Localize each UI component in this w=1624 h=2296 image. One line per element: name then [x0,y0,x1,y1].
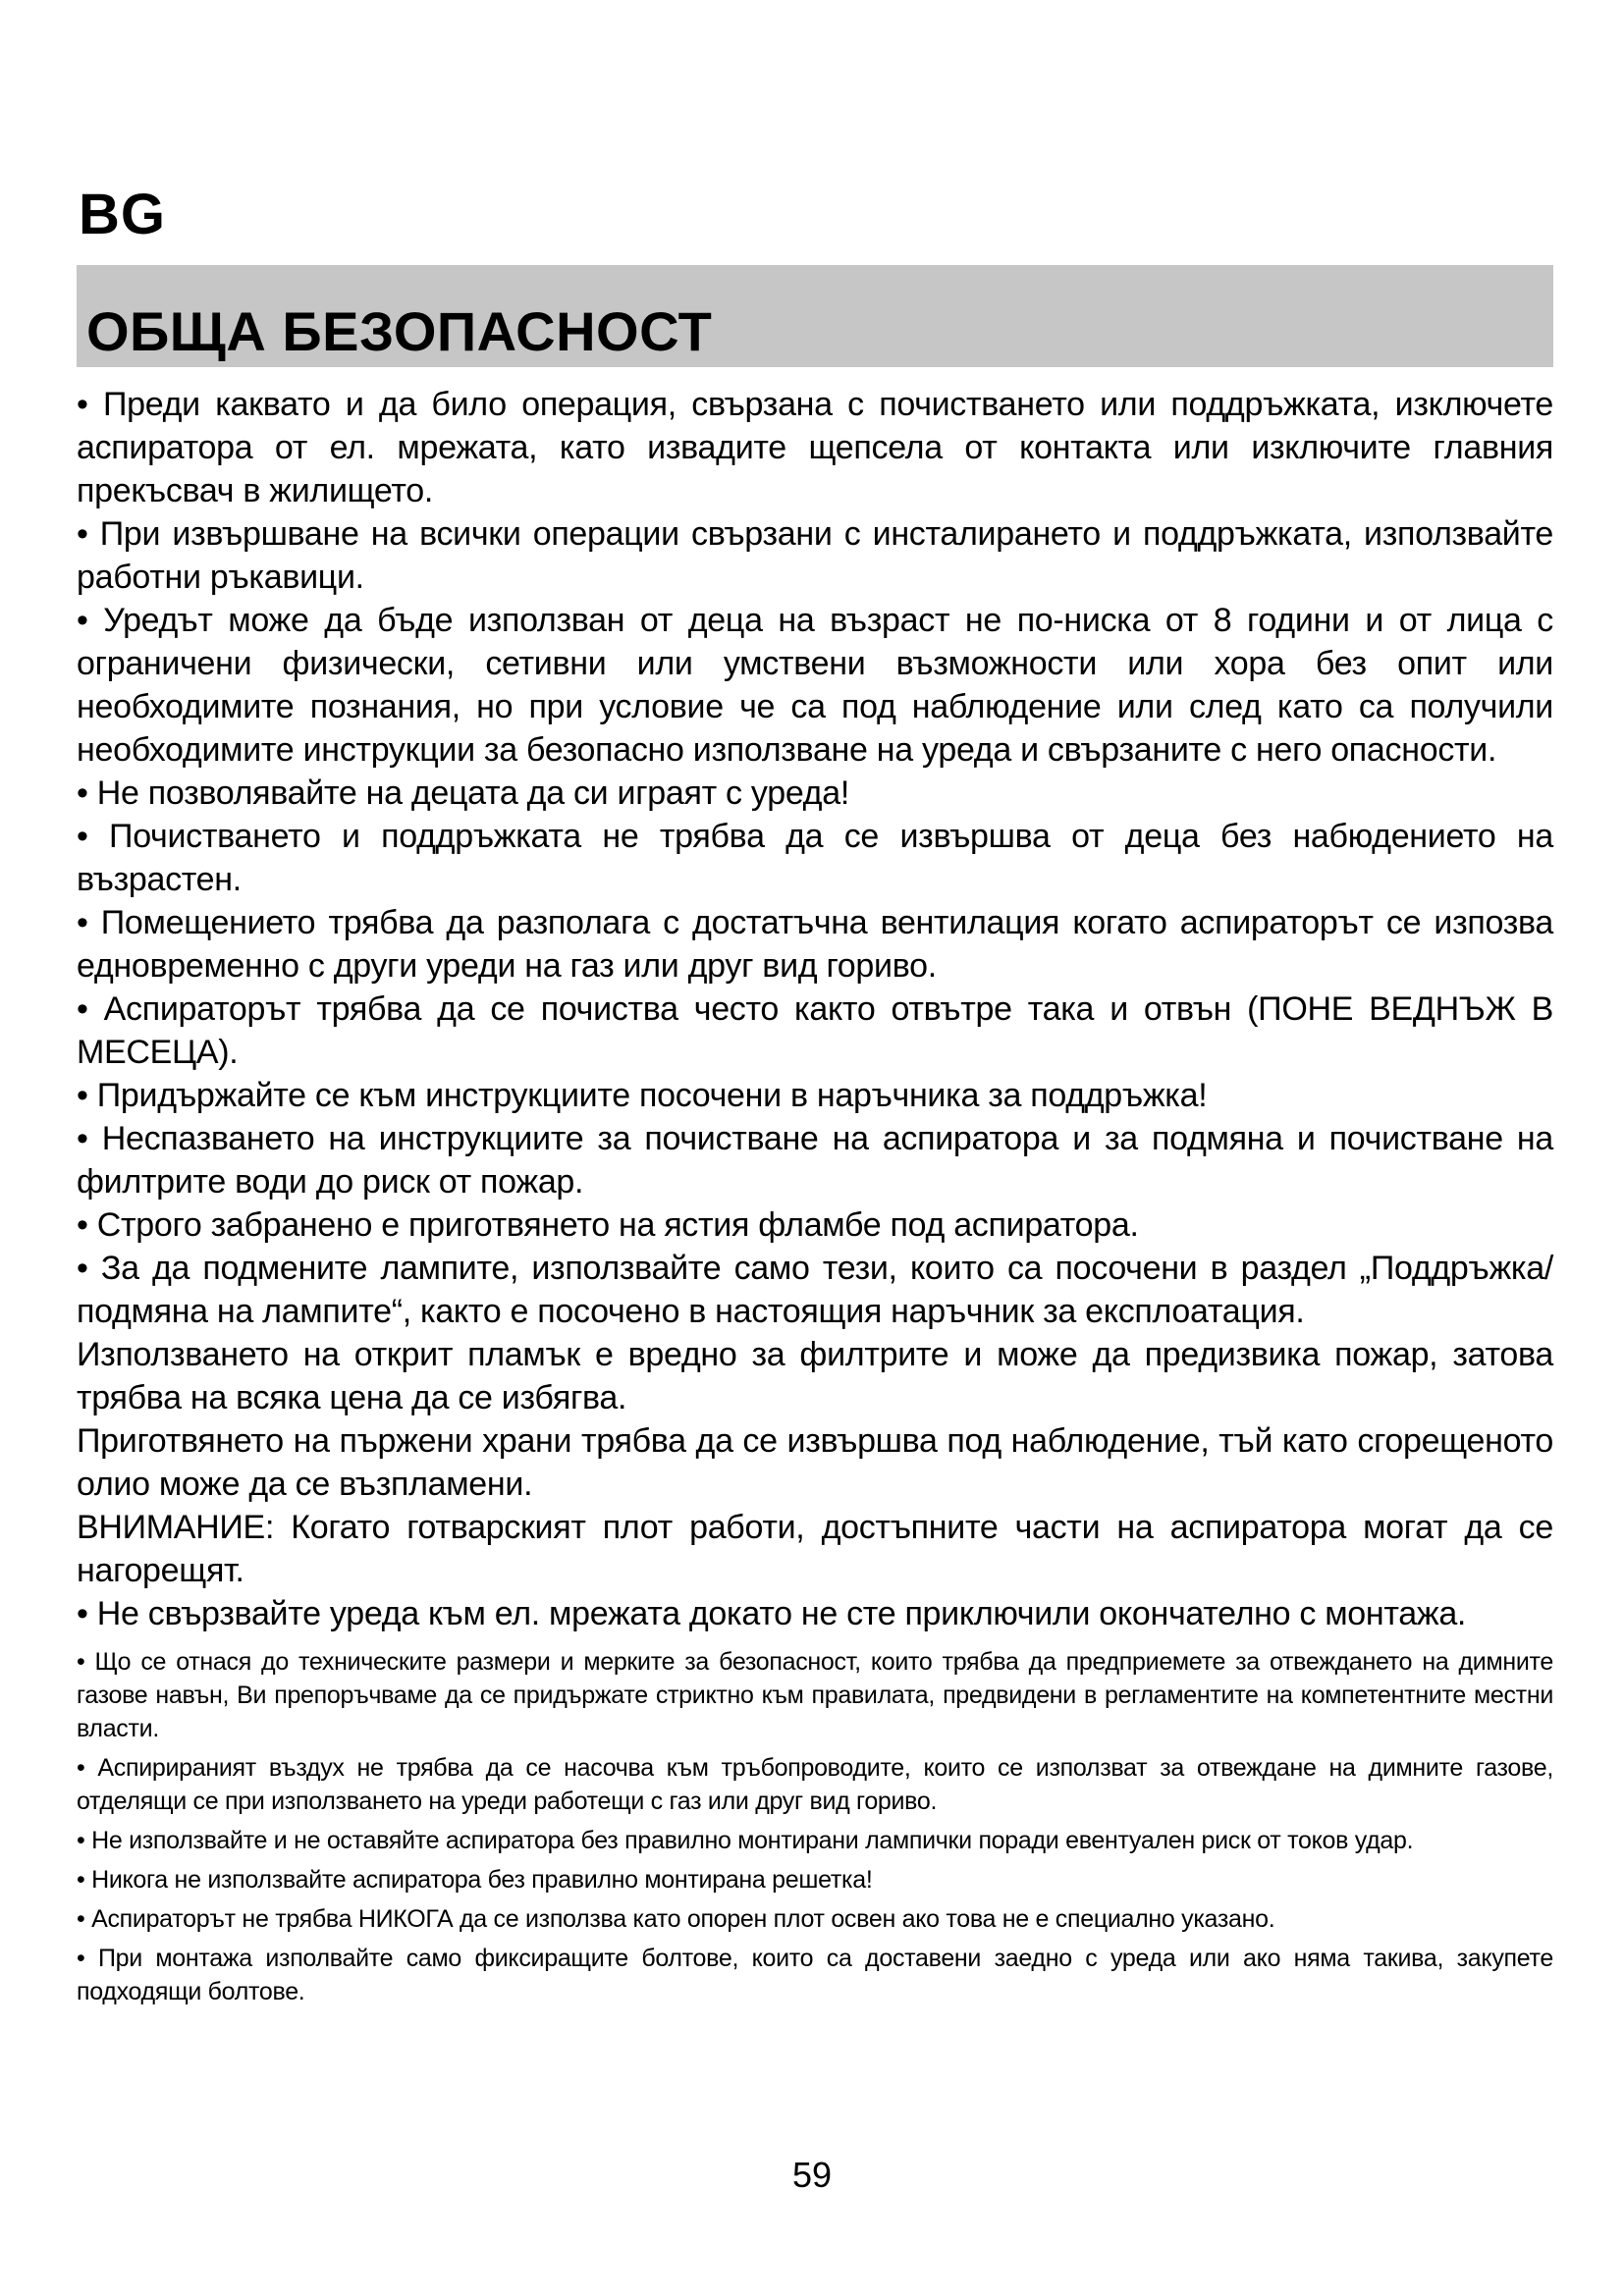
safety-paragraph: • Помещението трябва да разполага с достатъчна вентилация когато аспираторът се изпозва едновременно с други уреди на газ или друг вид гориво. [77,904,1553,985]
safety-paragraph: • За да подмените лампите, използвайте само тези, които са посочени в раздел „Поддръжка/подмяна на лампите“, както е посочено в настоящия наръчник за експлоатация. [77,1250,1553,1330]
safety-paragraph: • Почистването и поддръжката не трябва да се извършва от деца без набюдението на възрастен. [77,818,1553,898]
safety-paragraph: • При извършване на всички операции свързани с инсталирането и поддръжката, използвайте работни ръкавици. [77,515,1553,596]
safety-paragraph: • Преди каквато и да било операция, свързана с почистването или поддръжката, изключете аспиратора от ел. мрежата, като извадите щепсела от контакта или изключите главния прекъсвач в жилището. [77,386,1553,509]
safety-warning-paragraph: ВНИМАНИЕ: Когато готварският плот работи, достъпните части на аспиратора могат да се нагорещят. [77,1509,1553,1589]
safety-paragraph: • Не позволявайте на децата да си играят с уреда! [77,774,849,812]
safety-note-paragraph: • Що се отнася до техническите размери и мерките за безопасност, които трябва да предприемете за отвеждането на димните газове навън, Ви препоръчваме да се придържате стриктно към правилата, предвидени в регламентите на компетентните местни власти. [77,1648,1553,1742]
safety-instructions [77,383,1553,2008]
page-number: 59 [791,2155,833,2195]
safety-paragraph: Приготвянето на пържени храни трябва да се извършва под наблюдение, тъй като сгорещеното олио може да се възпламени. [77,1422,1553,1503]
safety-note-paragraph: • При монтажа изполвайте само фиксиращите болтове, които са доставени заедно с уреда или ако няма такива, закупете подходящи болтове. [77,1945,1553,2005]
section-title: ОБЩА БЕЗОПАСНОСТ [86,300,713,362]
language-code: BG [79,183,166,246]
safety-paragraph: Използването на открит пламък е вредно за филтрите и може да предизвика пожар, затова трябва на всяка цена да се избягва. [77,1336,1553,1416]
safety-paragraph: • Строго забранено е приготвянето на ястия фламбе под аспиратора. [77,1206,1139,1244]
safety-paragraph: • Неспазването на инструкциите за почистване на аспиратора и за подмяна и почистване на филтрите води до риск от пожар. [77,1120,1553,1201]
safety-note-paragraph: • Аспирираният въздух не трябва да се насочва към тръбопроводите, които се използват за отвеждане на димните газове, отделящи се при използването на уреди работещи с газ или друг вид гориво. [77,1754,1553,1815]
safety-paragraph: • Уредът може да бъде използван от деца на възраст не по-ниска от 8 години и от лица с ограничени физически, сетивни или умствени възможности или хора без опит или необходимите познания, но при условие че са под наблюдение или след като са получили необходимите инструкции за безопасно използване на уреда и свързаните с него опасности. [77,602,1553,769]
safety-paragraph: • Придържайте се към инструкциите посочени в наръчника за поддръжка! [77,1077,1208,1114]
safety-paragraph: • Аспираторът трябва да се почиства често както отвътре така и отвън (ПОНЕ ВЕДНЪЖ В МЕСЕЦА). [77,990,1553,1071]
safety-note-paragraph: • Никога не използвайте аспиратора без правилно монтирана решетка! [77,1866,873,1894]
section-banner [77,265,1553,367]
safety-paragraph: • Не свързвайте уреда към ел. мрежата докато не сте приключили окончателно с монтажа. [77,1595,1467,1632]
safety-note-paragraph: • Не използвайте и не оставяйте аспиратора без правилно монтирани лампички поради евентуален риск от токов удар. [77,1827,1414,1854]
safety-note-paragraph: • Аспираторът не трябва НИКОГА да се използва като опорен плот освен ако това не е специално указано. [77,1905,1275,1933]
